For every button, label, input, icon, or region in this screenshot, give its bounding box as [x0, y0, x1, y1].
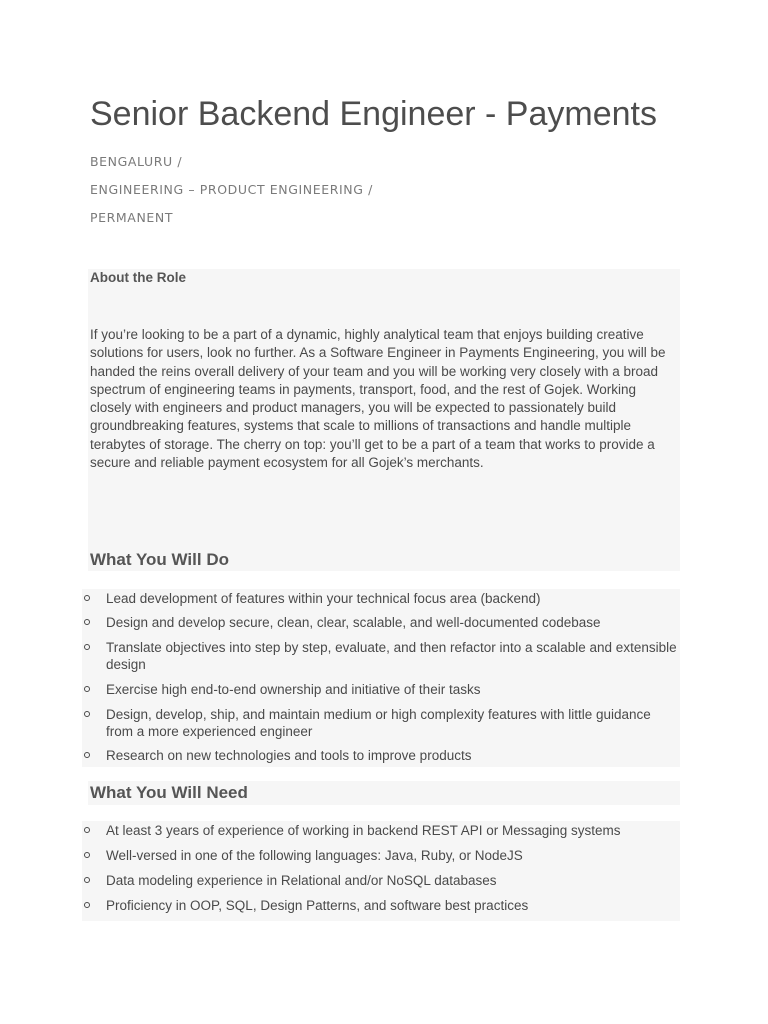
bullet-icon — [84, 752, 90, 758]
list-item-text: Design, develop, ship, and maintain medium or high complexity features with little guidance from a more experienced engineer — [106, 707, 651, 739]
list-item — [82, 590, 680, 607]
job-title: Senior Backend Engineer - Payments — [90, 95, 657, 133]
list-item — [82, 872, 680, 889]
list-item-text: Translate objectives into step by step, evaluate, and then refactor into a scalable and extensible design — [106, 640, 677, 672]
list-item — [82, 681, 680, 698]
about-the-role-heading: About the Role — [90, 270, 186, 285]
bullet-icon — [84, 644, 90, 650]
about-the-role-text: If you’re looking to be a part of a dynamic, highly analytical team that enjoys building creative solutions for users, look no further. As a Software Engineer in Payments Engineering, you will be handed the reins overall delivery of your team and you will be working very closely with a broad spectrum of engineering teams in payments, transport, food, and the rest of Gojek. Working closely with engineers and product managers, you will be expected to passionately build groundbreaking features, systems that scale to millions of transactions and handle multiple terabytes of storage. The cherry on top: you’ll get to be a part of a team that works to provide a secure and reliable payment ecosystem for all Gojek’s merchants. — [90, 327, 666, 471]
list-item — [82, 639, 680, 673]
list-item-text: At least 3 years of experience of working in backend REST API or Messaging systems — [106, 823, 621, 838]
bullet-icon — [84, 595, 90, 601]
list-item-text: Proficiency in OOP, SQL, Design Patterns, and software best practices — [106, 898, 529, 913]
bullet-icon — [84, 686, 90, 692]
list-item — [82, 747, 680, 764]
list-item — [82, 614, 680, 631]
bullet-icon — [84, 902, 90, 908]
bullet-icon — [84, 852, 90, 858]
job-commitment: PERMANENT — [90, 210, 174, 225]
what-you-will-need-heading: What You Will Need — [90, 783, 248, 802]
bullet-icon — [84, 619, 90, 625]
list-item-text: Exercise high end-to-end ownership and initiative of their tasks — [106, 682, 481, 697]
job-department: ENGINEERING – PRODUCT ENGINEERING / — [90, 182, 373, 197]
list-item-text: Data modeling experience in Relational and/or NoSQL databases — [106, 873, 497, 888]
list-item — [82, 706, 680, 740]
list-item — [82, 822, 680, 839]
bullet-icon — [84, 711, 90, 717]
what-you-will-need-section — [82, 821, 680, 921]
list-item-text: Well-versed in one of the following languages: Java, Ruby, or NodeJS — [106, 848, 523, 863]
what-you-will-do-section — [82, 589, 680, 767]
list-item — [82, 897, 680, 914]
what-you-will-do-heading: What You Will Do — [90, 550, 229, 569]
bullet-icon — [84, 827, 90, 833]
list-item-text: Design and develop secure, clean, clear, scalable, and well-documented codebase — [106, 615, 601, 630]
list-item-text: Lead development of features within your technical focus area (backend) — [106, 591, 541, 606]
list-item-text: Research on new technologies and tools to improve products — [106, 748, 472, 763]
job-location: BENGALURU / — [90, 154, 183, 169]
about-the-role-section — [88, 269, 680, 571]
bullet-icon — [84, 877, 90, 883]
list-item — [82, 847, 680, 864]
